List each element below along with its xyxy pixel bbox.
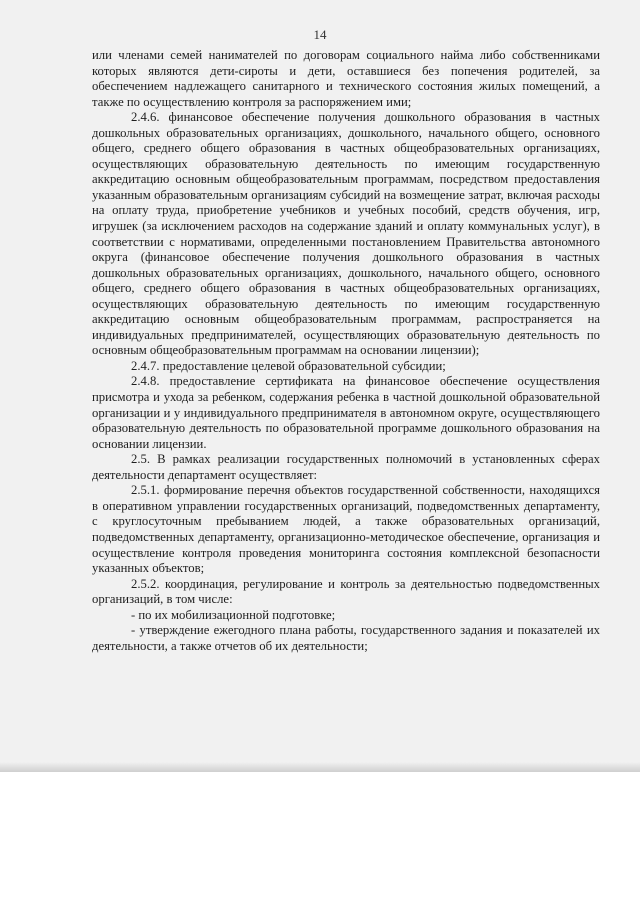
list-item: - утверждение ежегодного плана работы, государственного задания и показателей их деятельности, а также отчетов об их деятельности; — [92, 623, 600, 653]
paragraph: 2.4.6. финансовое обеспечение получения дошкольного образования в частных дошкольных образовательных организациях, дошкольного, начального общего, основного общего, среднего общего образования в частных общеобразовательных организациях, осуществляющих образовательную деятельность по имеющим государственную аккредитацию основным общеобразовательным программам, посредством предоставления указанным образовательным организациям субсидий на возмещение затрат, включая расходы на оплату труда, приобретение учебников и учебных пособий, средств обучения, игр, игрушек (за исключением расходов на содержание зданий и оплату коммунальных услуг), в соответствии с нормативами, определенными постановлением Правительства автономного округа (финансовое обеспечение получения дошкольного образования в частных дошкольных образовательных организациях, дошкольного, начального общего, основного общего, среднего общего образования в частных общеобразовательных организациях, осуществляющих образовательную деятельность по имеющим государственную аккредитацию основным общеобразовательным программам, распространяется на индивидуальных предпринимателей, осуществляющих образовательную деятельность по основным общеобразовательным программам на основании лицензии); — [92, 110, 600, 358]
list-item: - по их мобилизационной подготовке; — [131, 607, 336, 622]
paragraph: или членами семей нанимателей по договорам социального найма либо собственниками которых являются дети-сироты и дети, оставшиеся без попечения родителей, за обеспечением надлежащего санитарного и технического состояния жилых помещений, а также по осуществлению контроля за распоряжением ими; — [92, 48, 600, 109]
paragraph: 2.5.1. формирование перечня объектов государственной собственности, находящихся в оперативном управлении государственных организаций, подведомственных департаменту, с круглосуточным пребыванием людей, а также образовательных организаций, подведомственных департаменту, организационно-методическое обеспечение, организация и осуществление контроля проведения мониторинга состояния комплексной безопасности указанных объектов; — [92, 483, 600, 576]
paragraph: 2.5. В рамках реализации государственных полномочий в установленных сферах деятельности департамент осуществляет: — [92, 452, 600, 482]
paragraph: 2.4.8. предоставление сертификата на финансовое обеспечение осуществления присмотра и ухода за ребенком, содержания ребенка в частной дошкольной образовательной организации и у индивидуального предпринимателя в автономном округе, осуществляющего образовательную деятельность по образовательной программе дошкольного образования на основании лицензии. — [92, 374, 600, 451]
paragraph: 2.5.2. координация, регулирование и контроль за деятельностью подведомственных организаций, в том числе: — [92, 576, 600, 607]
paragraph: 2.4.7. предоставление целевой образовательной субсидии; — [131, 358, 446, 373]
document-body — [92, 48, 600, 654]
page-number: 14 — [313, 27, 327, 42]
